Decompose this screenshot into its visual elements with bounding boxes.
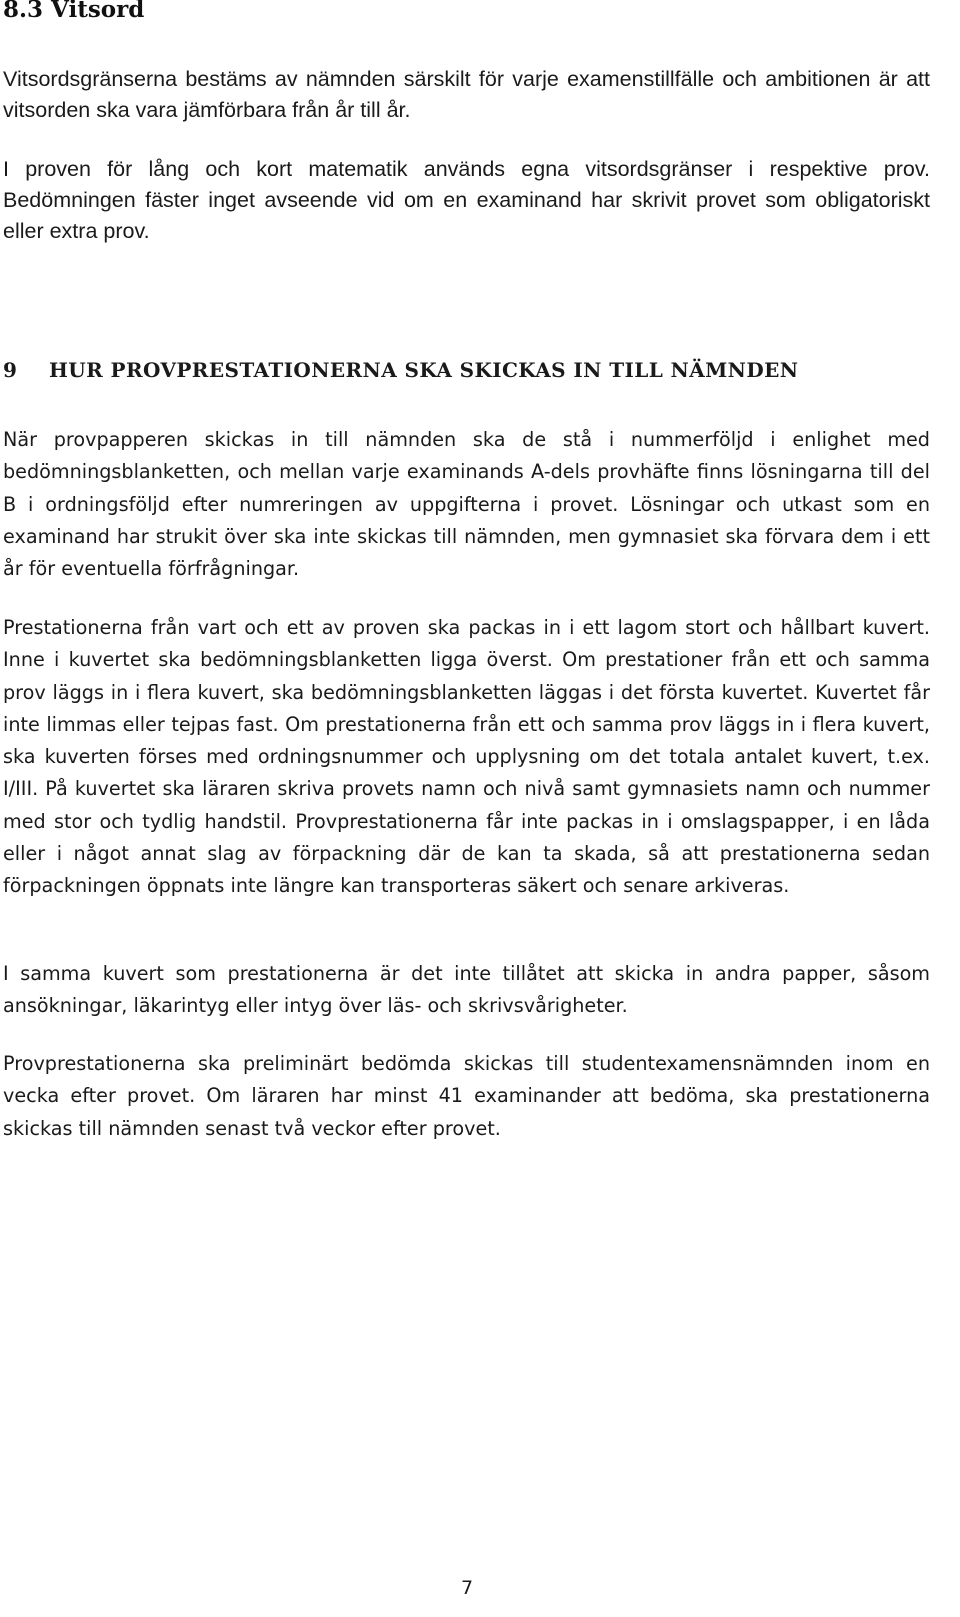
chapter-paragraph: I samma kuvert som prestationerna är det inte tillåtet att skicka in andra papper, såsom ansökningar, läkarintyg eller intyg över läs- och skrivsvårigheter.	[3, 962, 930, 1018]
chapter-number: 9	[3, 358, 18, 382]
document-page	[3, 0, 930, 1140]
chapter-title: HUR PROVPRESTATIONERNA SKA SKICKAS IN TILL NÄMNDEN	[49, 358, 799, 382]
chapter-paragraph: När provpapperen skickas in till nämnden ska de stå i nummerföljd i enlighet med bedömningsblanketten, och mellan varje examinands A-dels provhäfte finns lösningarna till del B i ordningsföljd efter numreringen av uppgifterna i provet. Lösningar och utkast som en examinand har strukit över ska inte skickas till nämnden, men gymnasiet ska förvara dem i ett år för eventuella förfrågningar.	[3, 428, 930, 581]
chapter-paragraph: Provprestationerna ska preliminärt bedömda skickas till studentexamensnämnden inom en vecka efter provet. Om läraren har minst 41 examinander att bedöma, ska prestationerna skickas till nämnden senast två veckor efter provet.	[3, 1052, 930, 1140]
chapter-heading	[3, 356, 930, 384]
chapter-paragraph: Prestationerna från vart och ett av proven ska packas in i ett lagom stort och hållbart kuvert. Inne i kuvertet ska bedömningsblanketten ligga överst. Om prestationer från ett och samma prov läggs in i flera kuvert, ska bedömningsblanketten läggas i det första kuvertet. Kuvertet får inte limmas eller tejpas fast. Om prestationerna från ett och samma prov läggs in i flera kuvert, ska kuverten förses med ordningsnummer och upplysning om det totala antalet kuvert, t.ex. I/III. På kuvertet ska läraren skriva provets namn och nivå samt gymnasiets namn och nummer med stor och tydlig handstil. Provprestationerna får inte packas in i omslagspapper, i en låda eller i något annat slag av förpackning där de kan ta skada, så att prestationerna sedan förpackningen öppnats inte längre kan transporteras säkert och senare arkiveras.	[3, 616, 930, 898]
section-paragraph: I proven för lång och kort matematik används egna vitsordsgränser i respektive prov. Bedömningen fäster inget avseende vid om en examinand har skrivit provet som obligatoriskt eller extra prov.	[3, 157, 930, 243]
page-number: 7	[460, 1577, 474, 1599]
section-paragraph: Vitsordsgränserna bestäms av nämnden särskilt för varje examenstillfälle och ambitionen är att vitsorden ska vara jämförbara från år till år.	[3, 67, 930, 122]
section-heading: 8.3 Vitsord	[3, 0, 145, 23]
